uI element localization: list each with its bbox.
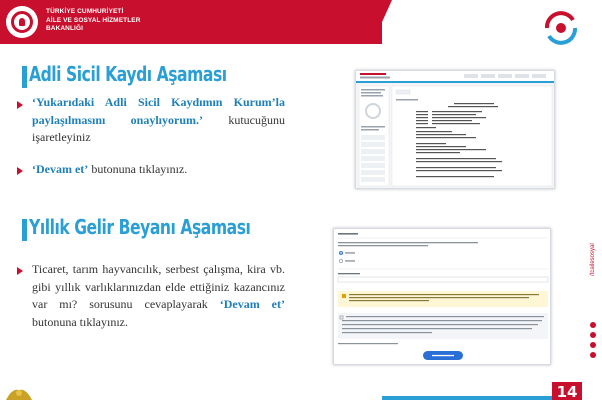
ministry-logo: [6, 6, 38, 38]
twitter-icon: [590, 342, 596, 348]
bullet-icon: [17, 101, 23, 109]
section2-step1: [32, 261, 285, 331]
section1-step2-text: butonuna tıklayınız.: [88, 162, 188, 176]
ministry-name-line3: BAKANLIĞI: [46, 25, 84, 32]
adli-sicil-screenshot-content: [356, 71, 555, 189]
emblem-icon: [4, 384, 34, 400]
bullet-icon: [17, 167, 23, 175]
brand-ring-icon: [543, 10, 579, 46]
gelir-beyani-screenshot: [333, 228, 551, 365]
section1-step2: [32, 161, 285, 179]
section1-title-bar: [22, 66, 27, 88]
ministry-name-line2: AİLE VE SOSYAL HİZMETLER: [46, 16, 141, 24]
facebook-icon: [590, 352, 596, 358]
section2-title: Yıllık Gelir Beyanı Aşaması: [29, 215, 251, 239]
instagram-icon: [590, 322, 596, 328]
youtube-icon: [590, 332, 596, 338]
section1-step2-bold: ‘Devam et’: [32, 162, 89, 176]
section1-step1-text: kutucuğunu işaretleyiniz: [32, 112, 285, 144]
section2-step1-text: Ticaret, tarım hayvancılık, serbest çalışma, kira vb. gibi yıllık varlıklarınızdan elde ettiğiniz kazancınız var mı? sorusunu cevaplayarak: [32, 262, 285, 311]
ministry-name-line1: TÜRKİYE CUMHURİYETİ: [46, 8, 124, 15]
section2-step1-bold: ‘Devam et’: [219, 297, 285, 311]
section2-step1-rest: butonuna tıklayınız.: [32, 314, 128, 329]
footer-bar: [382, 396, 552, 400]
bullet-icon: [17, 267, 23, 275]
section1-step1: [32, 94, 285, 147]
page-number-box: [552, 382, 582, 400]
section1-step1-bold: ‘Yukarıdaki Adli Sicil Kaydımın Kurum’la paylaşılmasını onaylıyorum.’: [32, 95, 285, 127]
ministry-header-bar: [0, 0, 382, 44]
ministry-name: [46, 8, 141, 34]
adli-sicil-screenshot: [355, 70, 555, 189]
header-bar-tip: [372, 0, 392, 44]
gelir-beyani-screenshot-content: [334, 229, 551, 365]
section1-title: Adli Sicil Kaydı Aşaması: [29, 62, 227, 86]
page-number: 14: [556, 383, 578, 400]
section2-title-bar: [22, 219, 27, 241]
social-handle: /tcailesosyal: [590, 243, 596, 276]
